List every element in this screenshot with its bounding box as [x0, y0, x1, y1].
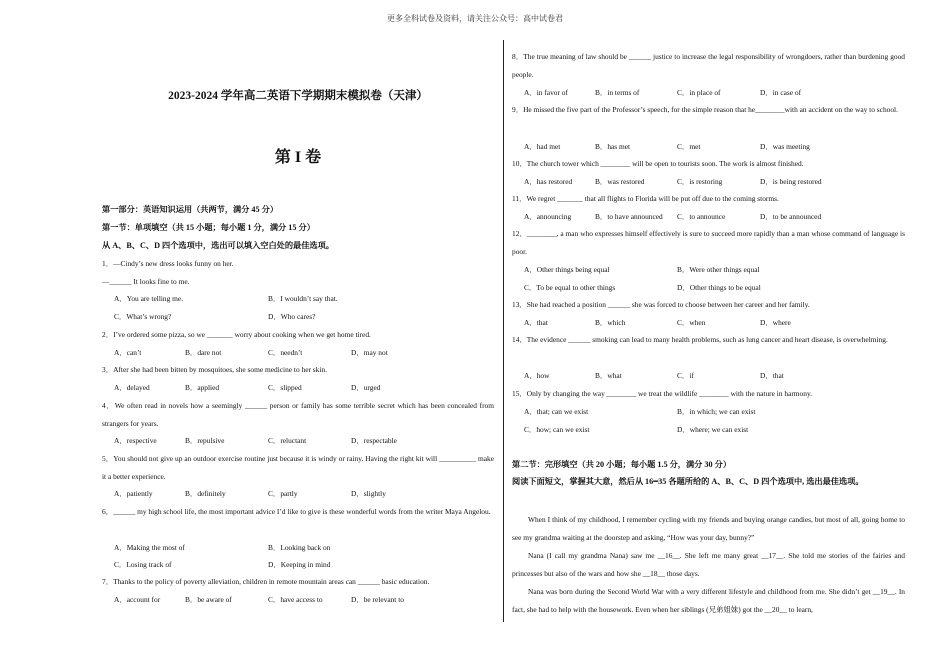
q2-option-d[interactable]: D．may not: [351, 348, 388, 357]
question-5-stem: 5．You should not give up an outdoor exercise routine just because it is windy or rainy. Having the right kit will __________ make it a better experience.: [102, 454, 494, 481]
q13-option-c[interactable]: C．when: [677, 318, 706, 327]
q2-option-c[interactable]: C．needn’t: [268, 348, 303, 357]
question-1-stem2: —______ It looks fine to me.: [102, 277, 190, 286]
question-10-stem: 10．The church tower which ________ will be open to tourists soon. The work is almost finished.: [512, 159, 804, 168]
q1-option-b[interactable]: B．I wouldn’t say that.: [268, 294, 338, 303]
q5-option-a[interactable]: A．patiently: [114, 489, 153, 498]
q10-option-d[interactable]: D．is being restored: [760, 177, 822, 186]
q14-option-c[interactable]: C．if: [677, 371, 694, 380]
q8-option-b[interactable]: B．in terms of: [595, 88, 640, 97]
q14-option-d[interactable]: D．that: [760, 371, 784, 380]
q4-option-b[interactable]: B．repulsive: [185, 436, 225, 445]
q7-option-a[interactable]: A．account for: [114, 595, 161, 604]
section1-heading: 第一节：单项填空（共 15 小题；每小题 1 分，满分 15 分）: [102, 223, 315, 232]
question-11-stem: 11．We regret _______ that all flights to Florida will be put off due to the coming storms.: [512, 194, 779, 203]
q10-option-a[interactable]: A．has restored: [524, 177, 573, 186]
q2-option-a[interactable]: A．can’t: [114, 348, 142, 357]
q15-option-d[interactable]: D．where; we can exist: [677, 425, 749, 434]
question-15-stem: 15．Only by changing the way ________ we treat the wildlife ________ with the nature in harmony.: [512, 389, 813, 398]
question-6-stem: 6．______ my high school life, the most important advice I’d like to give is these wonderful words from the writer Maya Angelou.: [102, 507, 491, 516]
q10-option-c[interactable]: C．is restoring: [677, 177, 723, 186]
part1-heading: 第一部分：英语知识运用（共两节，满分 45 分）: [102, 205, 279, 214]
question-3-stem: 3．After she had been bitten by mosquitoes, she some medicine to her skin.: [102, 365, 327, 374]
q3-option-a[interactable]: A．delayed: [114, 383, 150, 392]
q5-option-b[interactable]: B．definitely: [185, 489, 226, 498]
q8-option-c[interactable]: C．in place of: [677, 88, 721, 97]
q15-option-b[interactable]: B．in which; we can exist: [677, 407, 756, 416]
section2-heading: 第二节：完形填空（共 20 小题；每小题 1.5 分，满分 30 分）: [512, 460, 732, 469]
question-7-stem: 7．Thanks to the policy of poverty alleviation, children in remote mountain areas can ______ basic education.: [102, 577, 430, 586]
column-divider: [503, 40, 504, 622]
passage-paragraph-2: Nana (I call my grandma Nana) saw me __16__. She left me many great __17__. She told me stories of the fairies and princesses but also of the wars and how she __18__ those days.: [512, 551, 905, 578]
q11-option-c[interactable]: C．to announce: [677, 212, 726, 221]
passage-paragraph-1: When I think of my childhood, I remember cycling with my friends and buying orange candies, but most of all, going home to see my grandma waiting at the doorstep and asking, “How was your day, bunny?”: [512, 515, 905, 542]
q14-option-a[interactable]: A．how: [524, 371, 550, 380]
q3-option-b[interactable]: B．applied: [185, 383, 220, 392]
q8-option-d[interactable]: D．in case of: [760, 88, 802, 97]
q11-option-a[interactable]: A．announcing: [524, 212, 572, 221]
q1-option-a[interactable]: A．You are telling me.: [114, 294, 184, 303]
q2-option-b[interactable]: B．dare not: [185, 348, 222, 357]
q3-option-c[interactable]: C．slipped: [268, 383, 302, 392]
q9-option-a[interactable]: A．had met: [524, 142, 561, 151]
q11-option-d[interactable]: D．to be announced: [760, 212, 822, 221]
q3-option-d[interactable]: D．urged: [351, 383, 381, 392]
question-13-stem: 13．She had reached a position ______ she was forced to choose between her career and her family.: [512, 300, 810, 309]
q12-option-d[interactable]: D．Other things to be equal: [677, 283, 761, 292]
q12-option-b[interactable]: B．Were other things equal: [677, 265, 760, 274]
q13-option-a[interactable]: A．that: [524, 318, 548, 327]
question-14-stem: 14．The evidence ______ smoking can lead to many health problems, such as lung cancer and heart disease, is overwhelming.: [512, 335, 888, 344]
q9-option-d[interactable]: D．was meeting: [760, 142, 810, 151]
question-9-stem: 9．He missed the five part of the Professor’s speech, for the simple reason that he________with an accident on the way to school.: [512, 105, 898, 114]
q12-option-c[interactable]: C．To be equal to other things: [524, 283, 616, 292]
q9-option-c[interactable]: C．met: [677, 142, 701, 151]
q6-option-a[interactable]: A．Making the most of: [114, 543, 185, 552]
q6-option-c[interactable]: C．Losing track of: [114, 560, 172, 569]
passage-paragraph-3: Nana was born during the Second World War with a very different lifestyle and childhood from me. She didn’t get __19__. In fact, she had to help with the housework. Even when her siblings (兄弟姐妹) got the __20__ to learn,: [512, 587, 905, 614]
q1-option-c[interactable]: C．What’s wrong?: [114, 312, 172, 321]
q14-option-b[interactable]: B．what: [595, 371, 622, 380]
q13-option-b[interactable]: B．which: [595, 318, 626, 327]
q12-option-a[interactable]: A．Other things being equal: [524, 265, 610, 274]
q15-option-a[interactable]: A．that; can we exist: [524, 407, 589, 416]
q6-option-d[interactable]: D．Keeping in mind: [268, 560, 331, 569]
q7-option-d[interactable]: D．be relevant to: [351, 595, 404, 604]
q9-option-b[interactable]: B．has met: [595, 142, 631, 151]
q7-option-c[interactable]: C．have access to: [268, 595, 323, 604]
q5-option-d[interactable]: D．slightly: [351, 489, 386, 498]
header-note: 更多全科试卷及资料，请关注公众号：高中试卷君: [387, 14, 563, 23]
q4-option-d[interactable]: D．respectable: [351, 436, 397, 445]
question-8-stem: 8．The true meaning of law should be ______ justice to increase the legal responsibility of wrongdoers, rather than burdening good people.: [512, 52, 905, 79]
question-12-stem: 12．________, a man who expresses himself effectively is sure to succeed more rapidly than a man whose command of language is poor.: [512, 229, 905, 256]
q15-option-c[interactable]: C．how; can we exist: [524, 425, 590, 434]
section1-instruction: 从 A、B、C、D 四个选项中，选出可以填入空白处的最佳选项。: [102, 241, 334, 250]
q10-option-b[interactable]: B．was restored: [595, 177, 645, 186]
question-1-stem: 1．—Cindy’s new dress looks funny on her.: [102, 259, 234, 268]
section2-instruction: 阅读下面短文，掌握其大意，然后从 16━35 各题所给的 A、B、C、D 四个选项中, 选出最佳选项。: [512, 477, 864, 486]
q7-option-b[interactable]: B．be aware of: [185, 595, 232, 604]
q4-option-c[interactable]: C．reluctant: [268, 436, 307, 445]
q4-option-a[interactable]: A．respective: [114, 436, 157, 445]
question-2-stem: 2．I’ve ordered some pizza, so we _______ worry about cooking when we get home tired.: [102, 330, 371, 339]
q1-option-d[interactable]: D．Who cares?: [268, 312, 316, 321]
q13-option-d[interactable]: D．where: [760, 318, 791, 327]
volume-label: 第 I 卷: [274, 149, 322, 166]
q8-option-a[interactable]: A．in favor of: [524, 88, 568, 97]
q5-option-c[interactable]: C．partly: [268, 489, 298, 498]
question-4-stem: 4．We often read in novels how a seemingly ______ person or family has some terrible secret which has been concealed from strangers for years.: [102, 401, 494, 428]
exam-title: 2023-2024 学年高二英语下学期期末模拟卷（天津）: [168, 90, 428, 102]
q6-option-b[interactable]: B．Looking back on: [268, 543, 331, 552]
q11-option-b[interactable]: B．to have announced: [595, 212, 663, 221]
